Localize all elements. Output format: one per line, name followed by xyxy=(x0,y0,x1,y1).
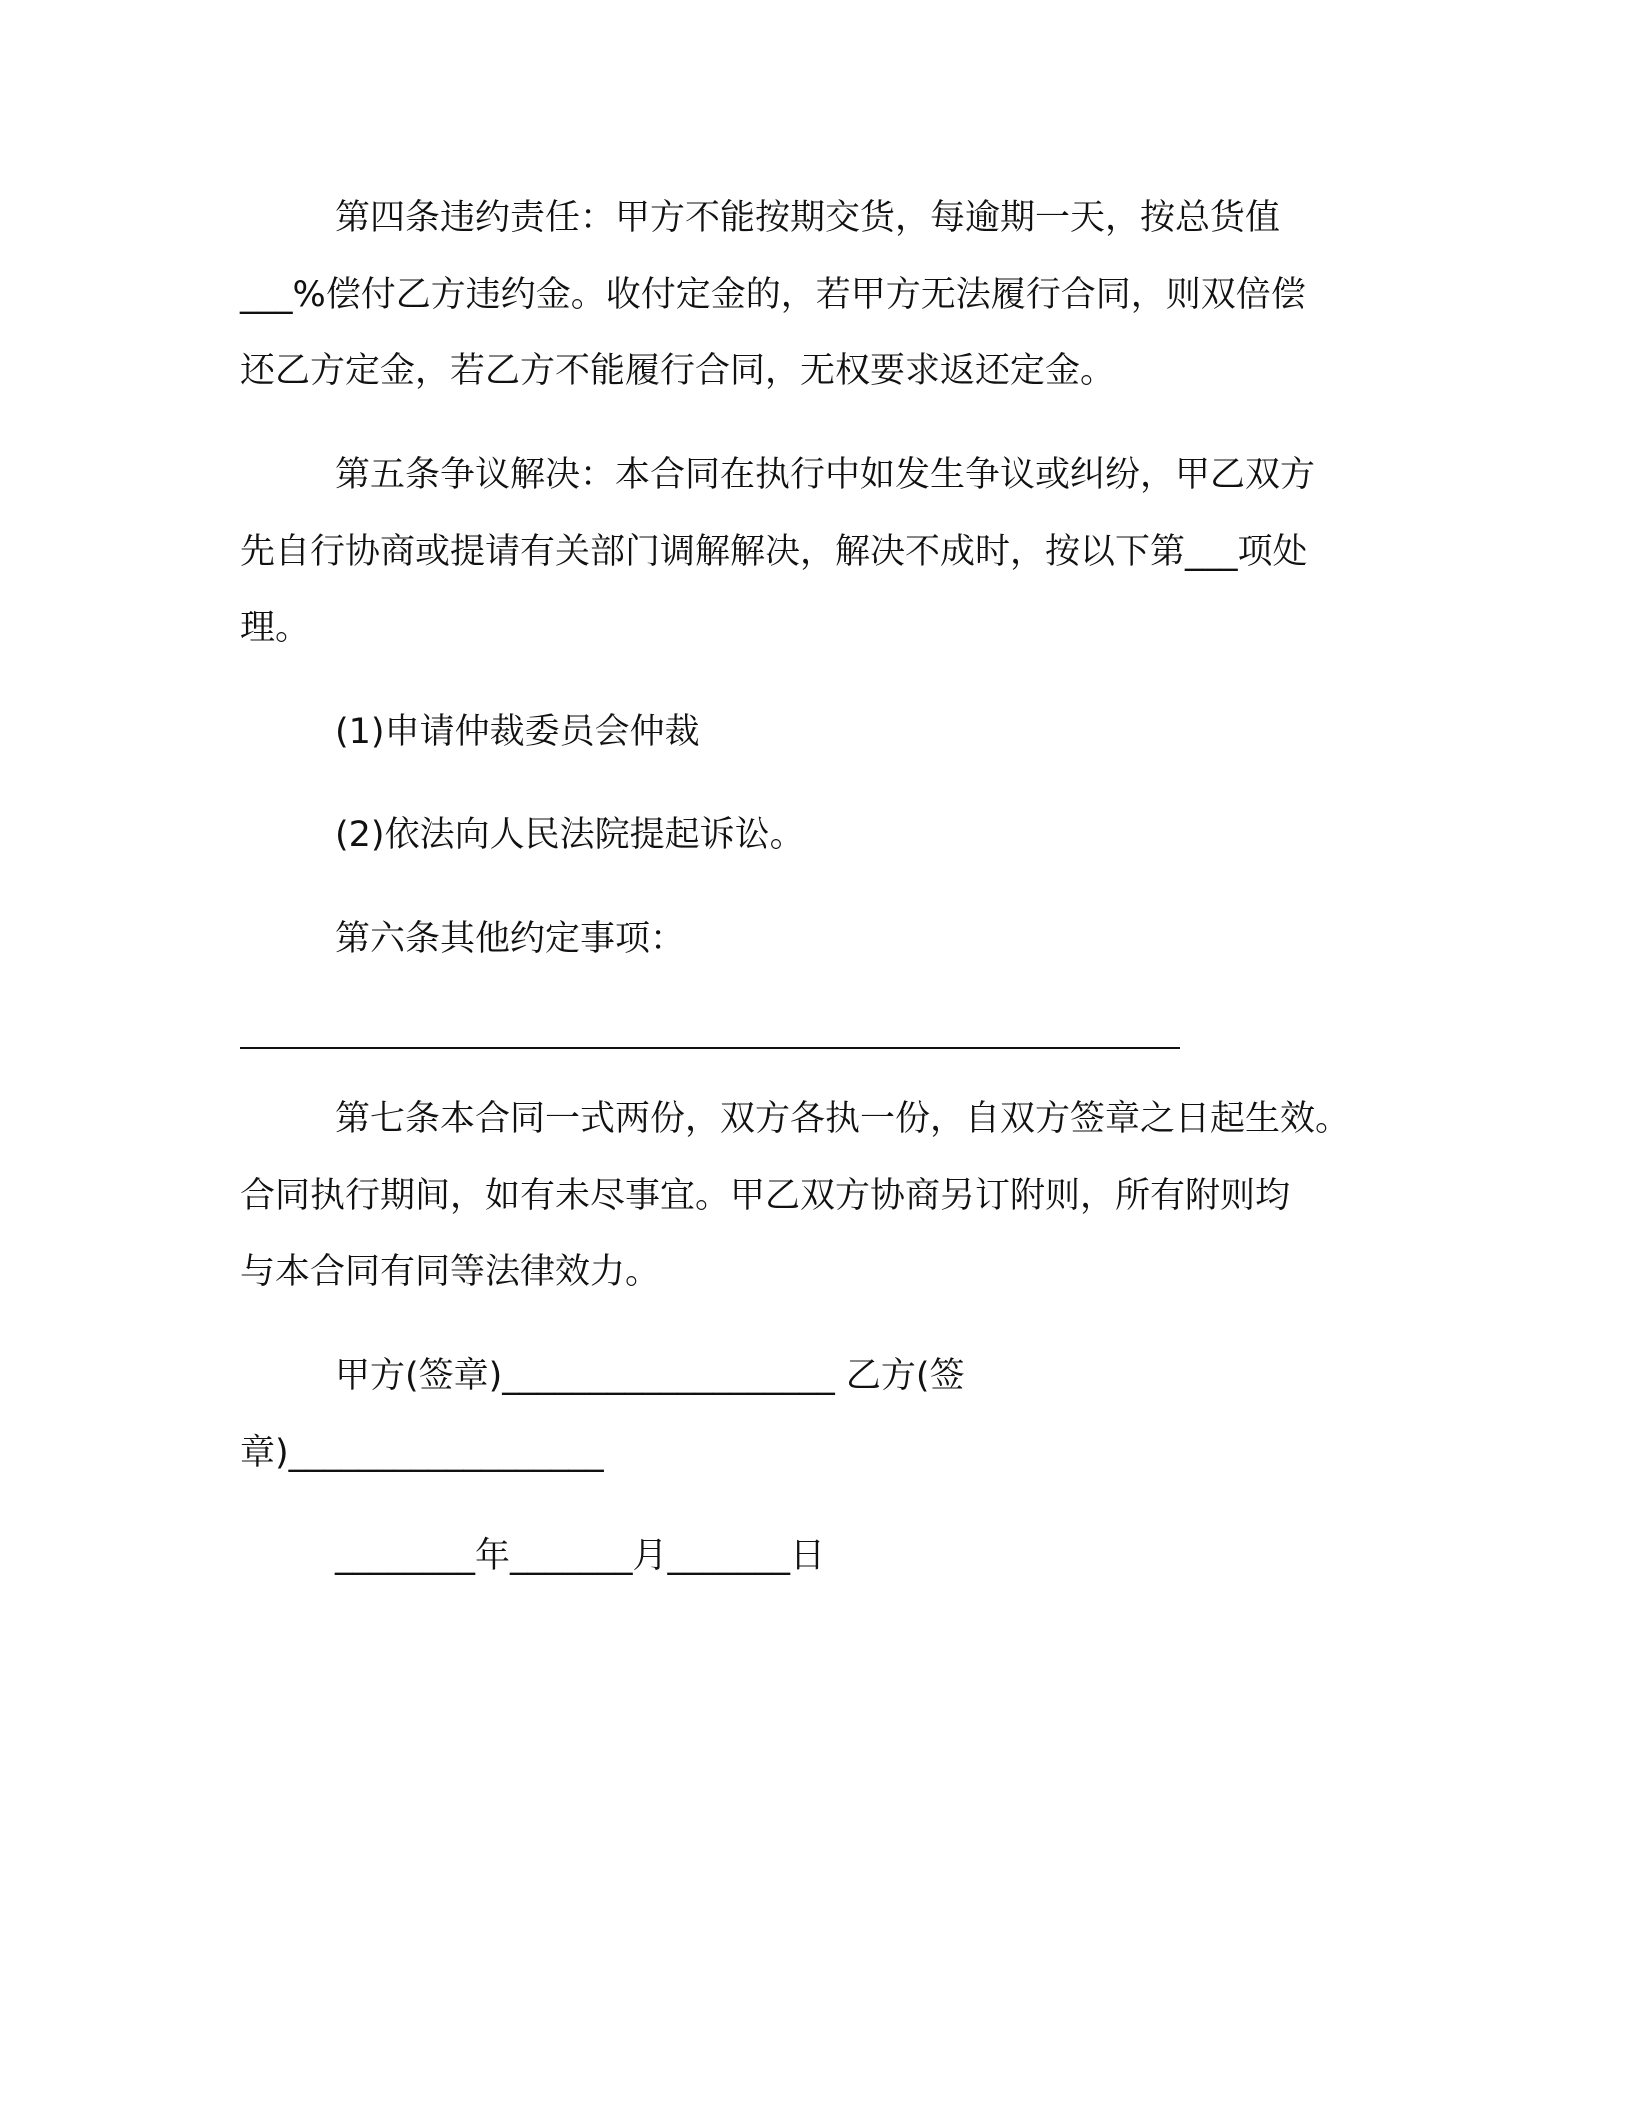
article4-line1: 第四条违约责任：甲方不能按期交货，每逾期一天，按总货值 xyxy=(335,198,1281,238)
article6-fill-in-blank-line xyxy=(240,1047,1180,1049)
article7-line3: 与本合同有同等法律效力。 xyxy=(240,1252,661,1292)
signature-line2: 章)__________________ xyxy=(240,1433,604,1473)
article5-line2: 先自行协商或提请有关部门调解解决，解决不成时，按以下第___项处 xyxy=(240,532,1308,572)
article6-heading: 第六条其他约定事项： xyxy=(335,919,686,959)
date-line: ________年_______月_______日 xyxy=(335,1536,826,1576)
article7-line2: 合同执行期间，如有未尽事宜。甲乙双方协商另订附则，所有附则均 xyxy=(240,1176,1291,1216)
option-1: (1)申请仲裁委员会仲裁 xyxy=(335,712,700,752)
article7-line1: 第七条本合同一式两份，双方各执一份，自双方签章之日起生效。 xyxy=(335,1099,1351,1139)
article4-line2: ___%偿付乙方违约金。收付定金的，若甲方无法履行合同，则双倍偿 xyxy=(240,275,1306,315)
article5-line1: 第五条争议解决：本合同在执行中如发生争议或纠纷，甲乙双方 xyxy=(335,455,1316,495)
article4-line3: 还乙方定金，若乙方不能履行合同，无权要求返还定金。 xyxy=(240,351,1116,391)
option-2: (2)依法向人民法院提起诉讼。 xyxy=(335,815,805,855)
article5-line3: 理。 xyxy=(240,608,311,648)
signature-line1: 甲方(签章)___________________ 乙方(签 xyxy=(335,1356,965,1396)
